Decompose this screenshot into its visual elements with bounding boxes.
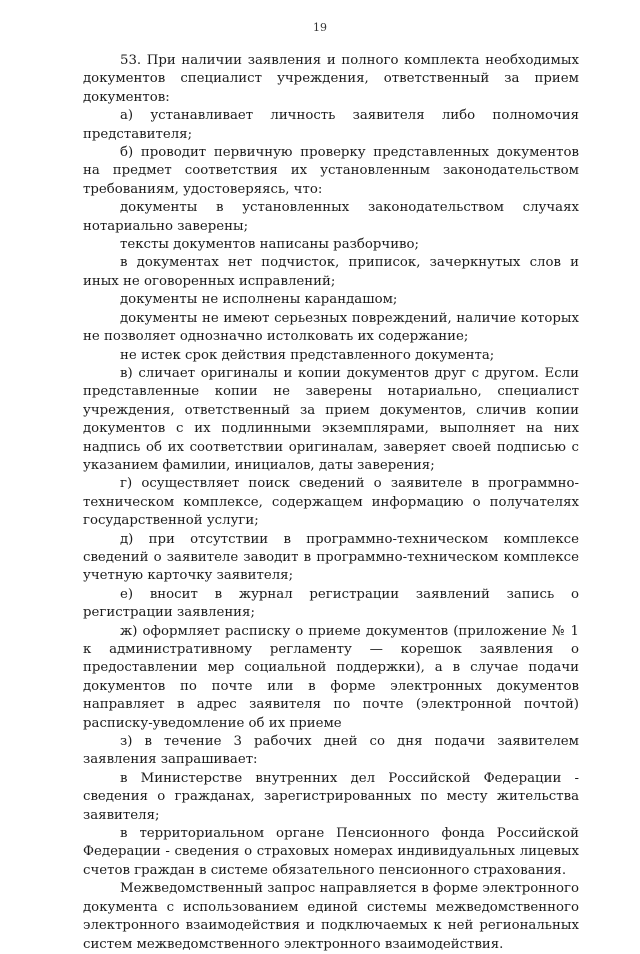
paragraph-item-b: б) проводит первичную проверку представленных документов на предмет соответствия их установленным законодательством требованиям, удостоверяясь, что:: [83, 145, 579, 197]
paragraph-item-z: з) в течение 3 рабочих дней со дня подачи заявителем заявления запрашивает:: [83, 734, 579, 768]
paragraph-item-d: д) при отсутствии в программно-техническом комплексе сведений о заявителе заводит в программно-техническом комплексе учетную карточку заявителя;: [83, 531, 579, 584]
paragraph-item-e: е) вносит в журнал регистрации заявлений запись о регистрации заявления;: [83, 586, 579, 621]
paragraph-interagency-request: Межведомственный запрос направляется в форме электронного документа с использованием единой системы межведомственного электронного взаимодействия и подключаемых к ней региональных систем межведомственного электронного взаимодействия.: [83, 881, 579, 952]
paragraph-check-no-pencil: документы не исполнены карандашом;: [120, 292, 398, 308]
paragraph-check-legible: тексты документов написаны разборчиво;: [120, 237, 420, 253]
paragraph-item-g: г) осуществляет поиск сведений о заявителе в программно-техническом комплексе, содержащем информацию о получателях государственной услуги;: [83, 476, 579, 529]
paragraph-check-not-expired: не истек срок действия представленного документа;: [120, 347, 495, 363]
paragraph-item-v: в) сличает оригиналы и копии документов друг с другом. Если представленные копии не заверены нотариально, специалист учреждения, ответственный за прием документов, сличив копии документов с их подлинными экземплярами, выполняет на них надпись об их соответствии оригиналам, заверяет своей подписью с указанием фамилии, инициалов, даты заверения;: [83, 365, 579, 473]
paragraph-request-pfr: в территориальном органе Пенсионного фонда Российской Федерации - сведения о страховых номерах индивидуальных лицевых счетов граждан в системе обязательного пенсионного страхования.: [83, 826, 579, 878]
paragraph-check-no-corrections: в документах нет подчисток, приписок, зачеркнутых слов и иных не оговоренных исправлений;: [83, 255, 579, 289]
paragraph-check-no-damage: документы не имеют серьезных повреждений, наличие которых не позволяет однозначно истолковать их содержание;: [83, 310, 579, 345]
paragraph-item-a: а) устанавливает личность заявителя либо полномочия представителя;: [83, 108, 579, 142]
document-body: [83, 52, 579, 954]
paragraph-request-mvd: в Министерстве внутренних дел Российской Федерации - сведения о гражданах, зарегистрированных по месту жительства заявителя;: [83, 770, 579, 823]
paragraph-53-intro: 53. При наличии заявления и полного комплекта необходимых документов специалист учреждения, ответственный за прием документов:: [83, 53, 579, 105]
paragraph-check-notarized: документы в установленных законодательством случаях нотариально заверены;: [83, 200, 579, 234]
page-number: 19: [313, 21, 327, 34]
paragraph-item-zh: ж) оформляет расписку о приеме документов (приложение № 1 к административному регламенту — корешок заявления о предоставлении мер социальной поддержки), а в случае подачи документов по почте или в форме электронных документов направляет в адрес заявителя по почте (электронной почтой) расписку-уведомление об их приеме: [83, 623, 579, 731]
